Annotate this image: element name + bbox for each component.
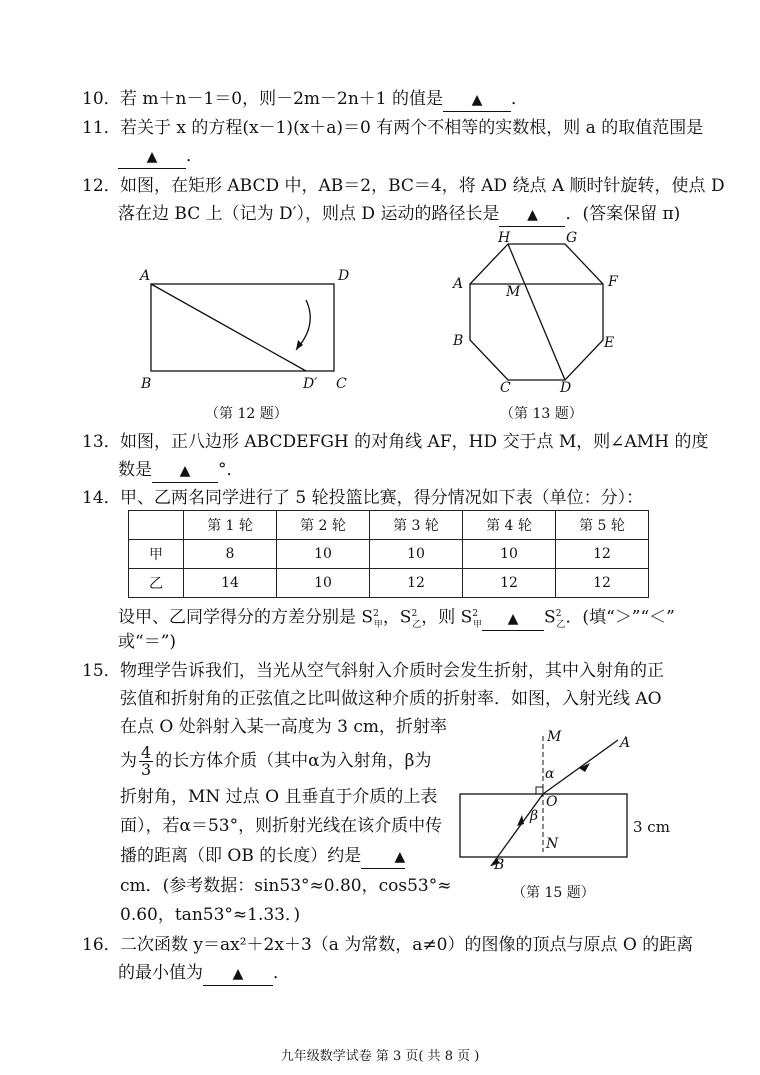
question-14-line3: 或“＝”) [118, 632, 177, 652]
figure-13-caption: （第 13 题） [500, 406, 583, 422]
answer-blank: ▲ [179, 463, 191, 479]
table-row: 甲 8 10 10 10 12 [129, 540, 649, 569]
label-B: B [494, 857, 505, 873]
question-16-line2: 的最小值为 ▲ ． [118, 962, 290, 986]
label-D: D [338, 268, 350, 284]
figure-12-caption: （第 12 题） [205, 406, 288, 422]
label-D: D [560, 380, 572, 396]
question-12: 12．如图，在矩形 ABCD 中，AB＝2，BC＝4，将 AD 绕点 A 顺时针旋转，使点 D [82, 176, 725, 196]
label-beta: β [530, 808, 539, 824]
answer-blank: ▲ [471, 92, 483, 108]
label-A: A [453, 276, 464, 292]
label-G: G [566, 230, 578, 246]
answer-blank: ▲ [146, 149, 158, 165]
question-15-line4: 为 $\frac{4}{3}$ 的长方体介质（其中α为入射角，β为 [120, 743, 432, 779]
question-15-line6: 面），若α＝53°，则折射光线在该介质中传 [120, 816, 443, 836]
label-E: E [604, 335, 615, 351]
question-14-line2: 设甲、乙同学得分的方差分别是 $S^2_甲$，$S^2_乙$，则 $S^2_甲$ ▲ $S^2_乙$．(填“＞”“＜” [118, 607, 675, 631]
height-label: 3 cm [633, 818, 670, 836]
label-B: B [453, 333, 464, 349]
question-15-line9: 0.60，tan53°≈1.33．) [120, 905, 301, 925]
question-10: 10．若 m＋n－1＝0，则－2m－2n＋1 的值是 ▲ ． [82, 88, 528, 112]
question-14: 14．甲、乙两名同学进行了 5 轮投篮比赛，得分情况如下表（单位：分）： [82, 488, 644, 508]
question-13: 13．如图，正八边形 ABCDEFGH 的对角线 AF，HD 交于点 M，则∠AMH 的度 [82, 432, 709, 452]
label-H: H [498, 230, 511, 246]
answer-blank: ▲ [507, 610, 519, 627]
label-M: M [506, 284, 521, 300]
answer-blank: ▲ [394, 849, 406, 865]
question-12-line2: 落在边 BC 上（记为 D′），则点 D 运动的路径长是 ▲ ．(答案保留 π) [118, 203, 680, 227]
page-footer: 九年级数学试卷 第 3 页( 共 8 页 ) [280, 1049, 480, 1064]
label-F: F [608, 274, 618, 290]
label-D-prime: D′ [303, 376, 318, 392]
fraction: $\frac{4}{3}$ [141, 743, 152, 779]
answer-blank: ▲ [232, 966, 244, 982]
question-15-line7: 播的距离（即 OB 的长度）约是 ▲ [120, 845, 405, 869]
question-15-line2: 弦值和折射角的正弦值之比叫做这种介质的折射率．如图，入射光线 AO [120, 689, 662, 709]
answer-blank: ▲ [527, 207, 538, 223]
arrow-head [517, 815, 524, 826]
label-B: B [141, 376, 152, 392]
question-15-line8: cm．(参考数据：sin53°≈0.80，cos53°≈ [120, 876, 452, 896]
question-11: 11．若关于 x 的方程(x－1)(x＋a)＝0 有两个不相等的实数根，则 a 的取值范围是 [82, 118, 704, 138]
right-angle-mark [536, 787, 543, 794]
question-15-line3: 在点 O 处斜射入某一高度为 3 cm，折射率 [120, 717, 448, 737]
label-C: C [500, 380, 511, 396]
question-15: 15．物理学告诉我们，当光从空气斜射入介质时会发生折射，其中入射角的正 [82, 661, 664, 681]
label-A: A [620, 735, 631, 751]
label-A: A [140, 268, 151, 284]
question-15-line5: 折射角，MN 过点 O 且垂直于介质的上表 [120, 787, 438, 807]
label-O: O [546, 794, 558, 810]
label-C: C [336, 376, 347, 392]
label-N: N [546, 836, 559, 852]
refracted-ray-ob [491, 794, 543, 866]
label-alpha: α [545, 766, 555, 782]
label-M: M [547, 729, 562, 745]
question-11-line2: ▲ ． [118, 145, 203, 169]
question-16: 16．二次函数 y＝ax²＋2x＋3（a 为常数，a≠0）的图像的顶点与原点 O 的距离 [82, 935, 694, 955]
figure-15-caption: （第 15 题） [512, 885, 595, 901]
table-header-row: 第 1 轮 第 2 轮 第 3 轮 第 4 轮 第 5 轮 [129, 511, 649, 540]
table-row: 乙 14 10 12 12 12 [129, 569, 649, 598]
question-13-line2: 数是 ▲ °． [118, 459, 244, 483]
